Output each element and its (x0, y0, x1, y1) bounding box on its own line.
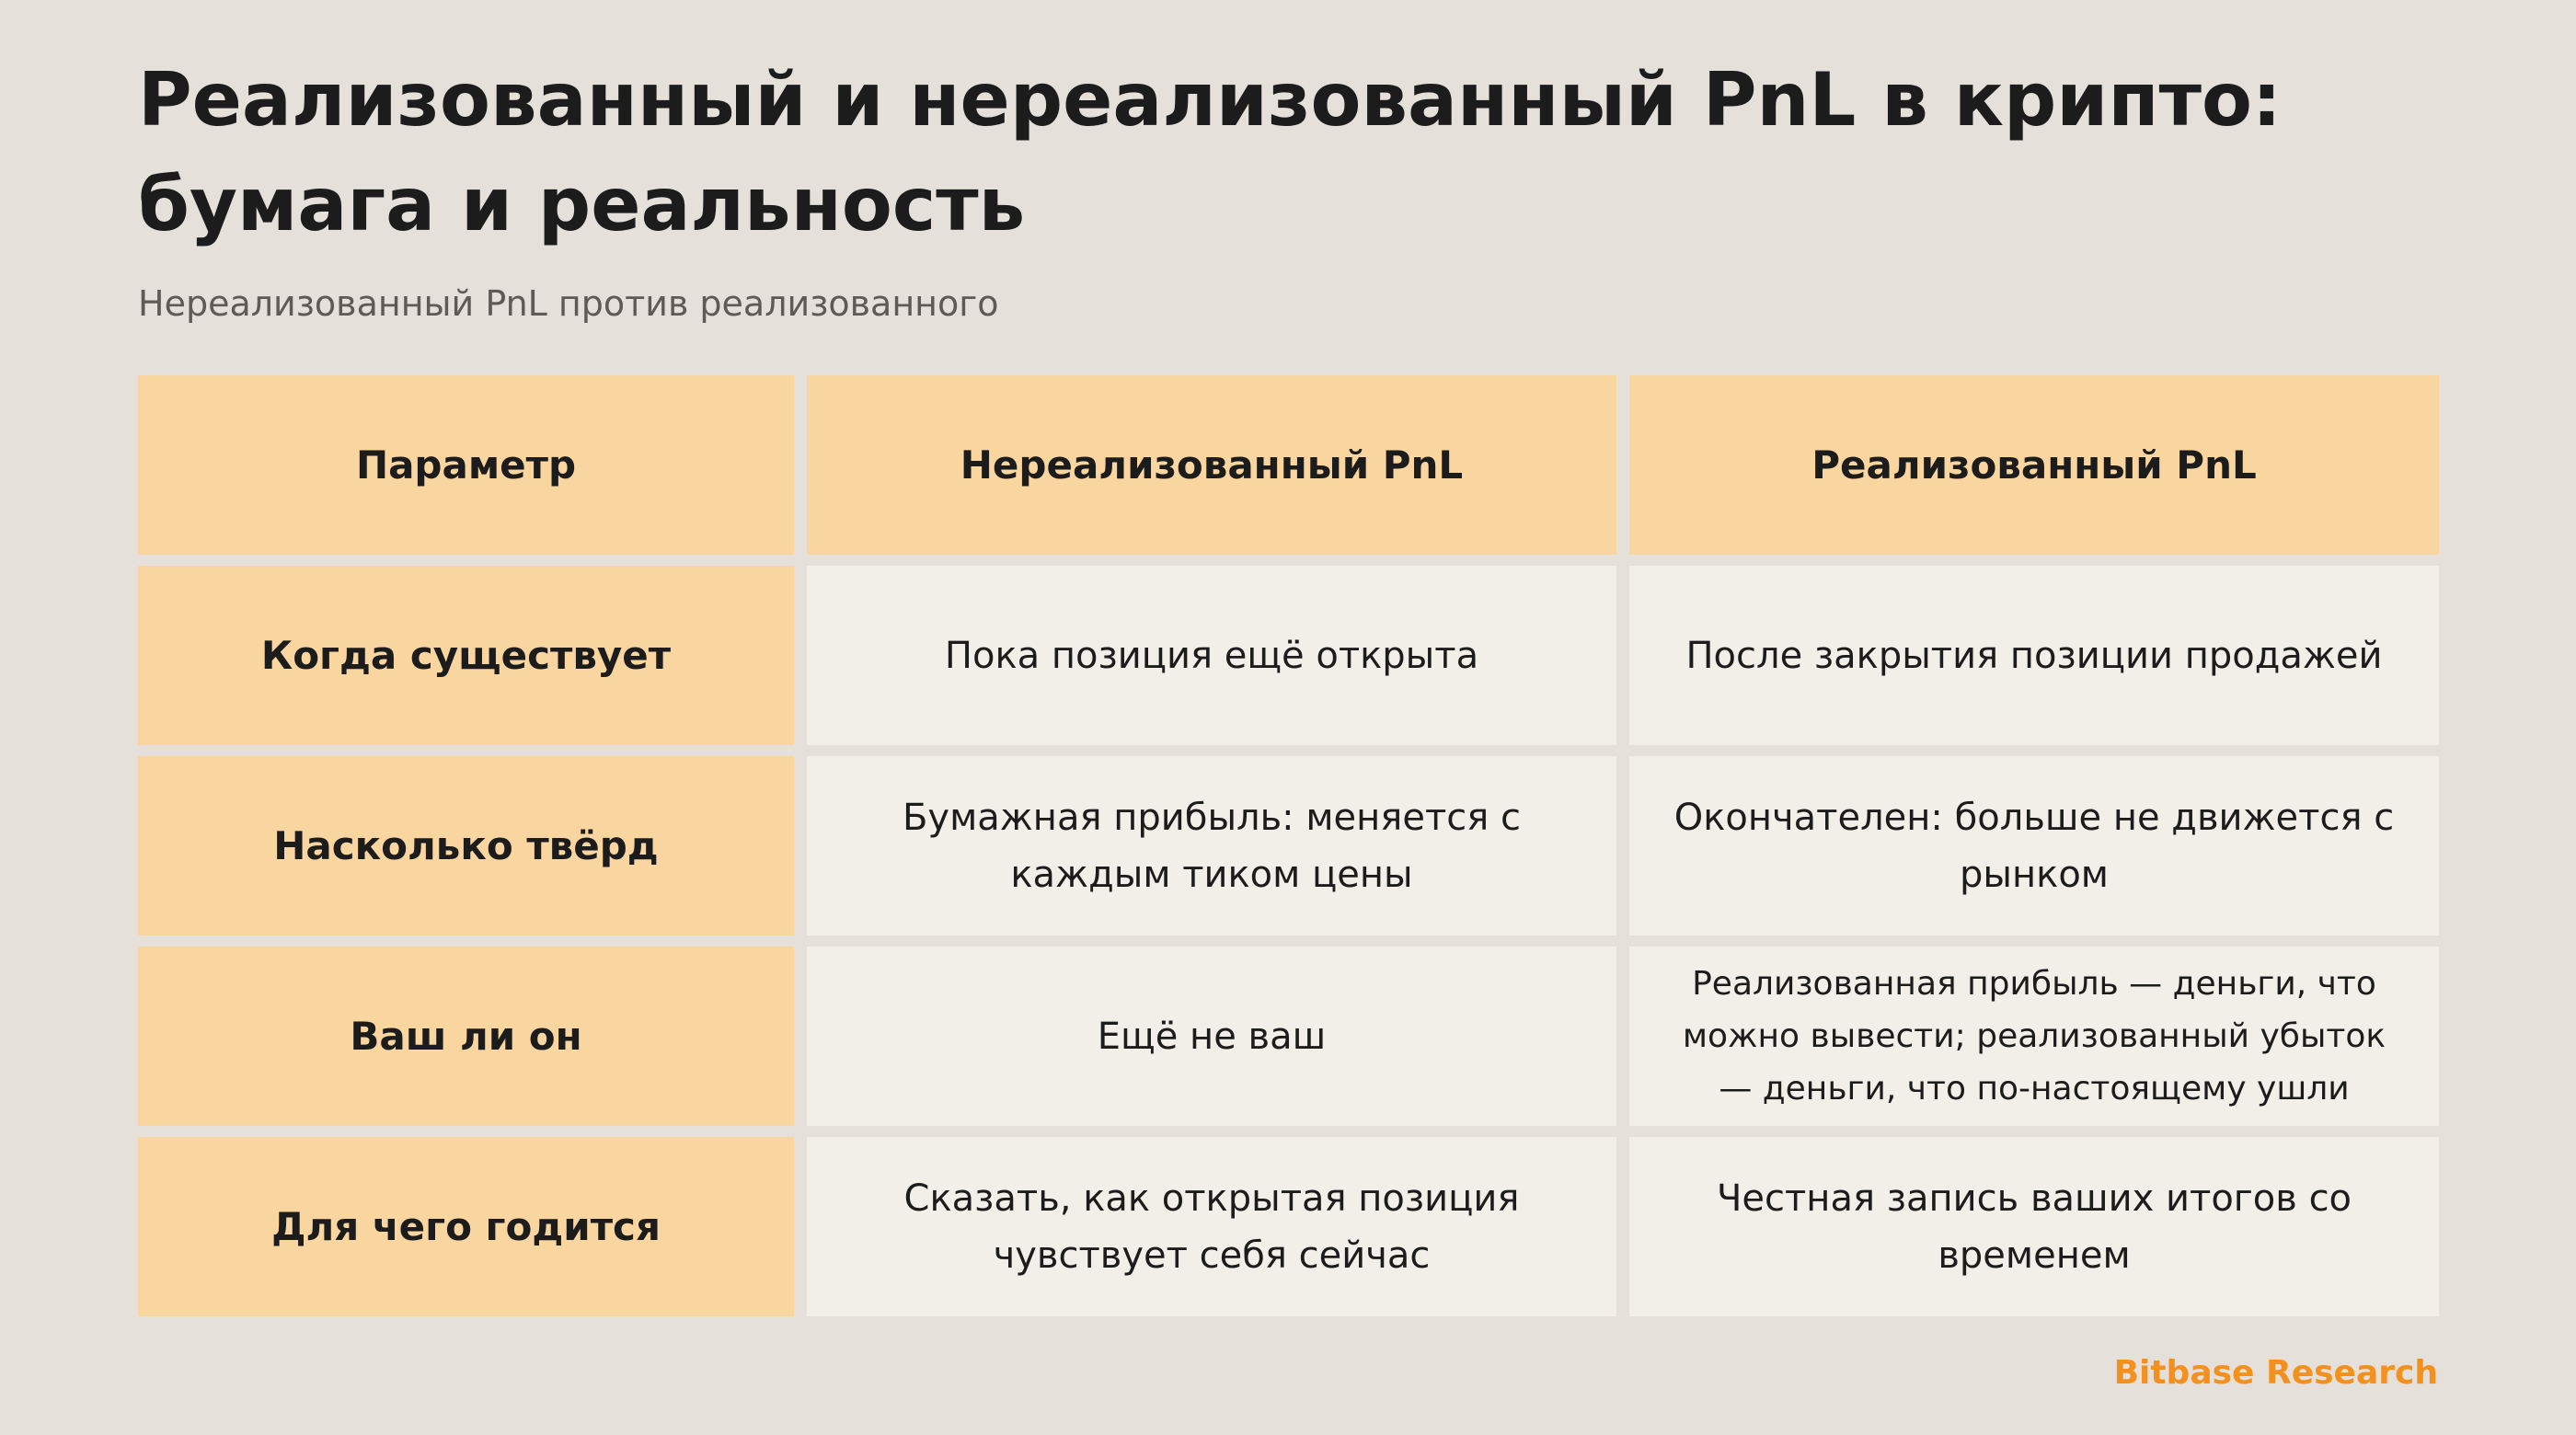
cell-unrealized-is-it-yours: Ещё не ваш (807, 947, 1616, 1126)
table-header-parameter: Параметр (138, 375, 794, 555)
brand-logo-text: Bitbase Research (2113, 1354, 2438, 1392)
table-header-realized: Реализованный PnL (1629, 375, 2439, 555)
cell-realized-is-it-yours: Реализованная прибыль — деньги, что можно вывести; реализованный убыток — деньги, что по-настоящему ушли (1629, 947, 2439, 1126)
row-label-what-for: Для чего годится (138, 1137, 794, 1316)
table-header-unrealized: Нереализованный PnL (807, 375, 1616, 555)
row-label-when-exists: Когда существует (138, 566, 794, 745)
comparison-table (138, 375, 2440, 1316)
cell-unrealized-what-for: Сказать, как открытая позиция чувствует себя сейчас (807, 1137, 1616, 1316)
cell-unrealized-when-exists: Пока позиция ещё открыта (807, 566, 1616, 745)
cell-realized-how-firm: Окончателен: больше не движется с рынком (1629, 756, 2439, 936)
cell-realized-what-for: Честная запись ваших итогов со временем (1629, 1137, 2439, 1316)
page-title: Реализованный и нереализованный PnL в крипто: бумага и реальность (138, 57, 2282, 247)
row-label-how-firm: Насколько твёрд (138, 756, 794, 936)
page-subtitle: Нереализованный PnL против реализованного (138, 283, 999, 324)
row-label-is-it-yours: Ваш ли он (138, 947, 794, 1126)
cell-realized-when-exists: После закрытия позиции продажей (1629, 566, 2439, 745)
cell-unrealized-how-firm: Бумажная прибыль: меняется с каждым тиком цены (807, 756, 1616, 936)
